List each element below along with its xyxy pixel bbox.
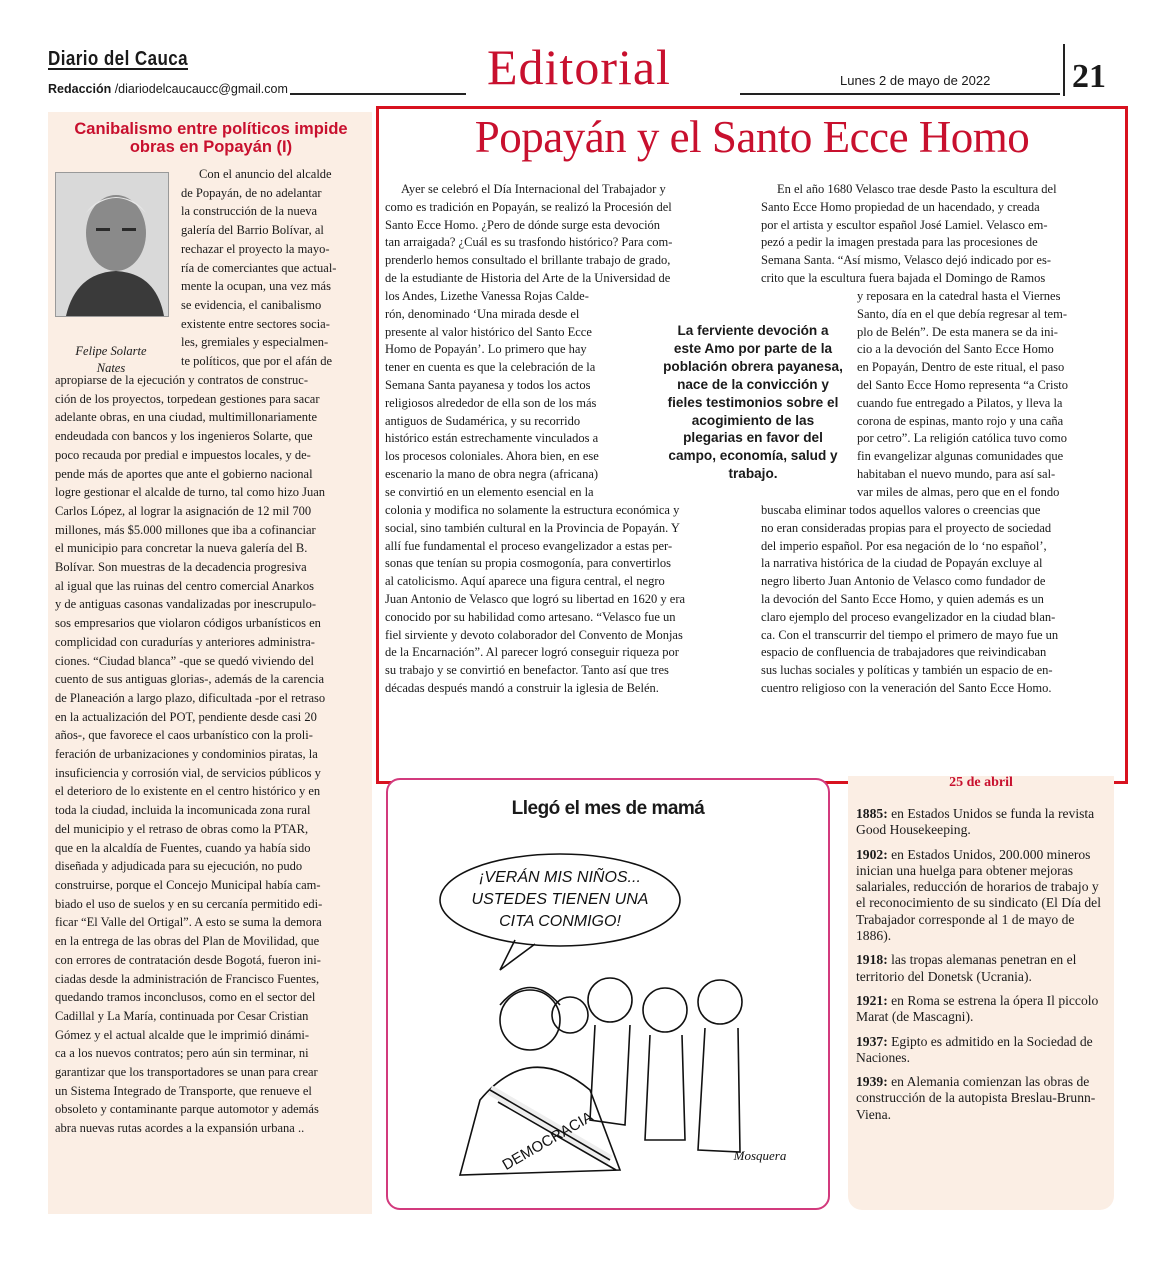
text-line: el municipio para concretar la nueva galería del B. — [55, 541, 308, 556]
history-entry — [856, 1034, 1108, 1067]
text-line: feración de urbanizaciones y condominios piratas, la — [55, 747, 318, 762]
text-line: diseñada y adjudicada para su ejecución, no pudo — [55, 859, 303, 874]
text-line: al catolicismo. Aquí aparece una figura central, el negro — [385, 574, 665, 589]
text-line: ción de los proyectos, torpedean gestiones para sacar — [55, 391, 320, 406]
text-line: Cadillal y La María, continuada por Cesar Cristian — [55, 1008, 309, 1023]
issue-date: Lunes 2 de mayo de 2022 — [840, 73, 991, 88]
text-line: y reposara en la catedral hasta el Viernes — [857, 289, 1061, 303]
editorial-col2-narrow — [857, 288, 1117, 502]
text-line: en Popayán, Dentro de este ritual, el paso — [857, 360, 1065, 375]
history-entry-year: 1921: — [856, 992, 888, 1008]
page-number: 21 — [1072, 58, 1106, 95]
text-line: mente la ocupan, una vez más — [181, 279, 331, 294]
page-number-divider — [1063, 44, 1065, 96]
text-line: sos empresarios que violaron códigos urbanísticos en — [55, 616, 321, 631]
text-line: y de antiguas casonas vandalizadas por inescrupulo- — [55, 597, 317, 612]
text-line: cio a la devoción del Santo Ecce Homo — [857, 342, 1054, 357]
header-rule-left — [290, 93, 466, 95]
text-line: adelante obras, en una ciudad, multimillonariamente — [55, 410, 318, 425]
editorial-col2-top — [761, 181, 1117, 288]
text-line: cuando fue entregado a Pilatos, y lleva la — [857, 395, 1063, 410]
editorial-col1-top — [385, 181, 742, 288]
mother-head — [500, 990, 560, 1050]
text-line: la devoción del Santo Ecce Homo, y quien además es un — [761, 591, 1044, 606]
text-line: pende más de aportes que ante el gobierno nacional — [55, 466, 313, 481]
child-head-1 — [588, 978, 632, 1022]
text-line: te políticos, que por el afán de — [181, 354, 332, 369]
text-line: social, sino también cultural en la Provincia de Popayán. Y — [385, 520, 680, 535]
text-line: biado el uso de suelos y en su cercanía permitido edi- — [55, 896, 323, 911]
text-line: en la entrega de las obras del Plan de Movilidad, que — [55, 934, 320, 949]
text-line: insuficiencia y corrosión vial, de servicios públicos y — [55, 765, 321, 780]
text-line: negro liberto Juan Antonio de Velasco como fundador de — [761, 574, 1046, 589]
bubble-line-3: CITA CONMIGO! — [499, 913, 621, 930]
text-line: Santo, día en el que debía regresar al tem- — [857, 306, 1067, 321]
cartoon-illustration — [420, 840, 800, 1200]
text-line: un Sistema Integrado de Transporte, que renueve el — [55, 1083, 312, 1098]
cartoon-title: Llegó el mes de mamá — [511, 798, 705, 819]
text-line: se convirtió en un elemento esencial en la — [385, 484, 594, 499]
text-line: del imperio español. Por esa negación de lo ‘no español’, — [761, 538, 1047, 553]
text-line: de Planeación a largo plazo, dificultada -por el retraso — [55, 690, 326, 705]
text-line: allí fue fundamental el proceso evangelizador a estas per- — [385, 538, 673, 553]
author-photo — [55, 172, 169, 317]
text-line: complicidad con curadurías y anteriores administra- — [55, 634, 315, 649]
editorial-headline: Popayán y el Santo Ecce Homo — [474, 112, 1030, 162]
cartoonist-signature: Mosquera — [733, 1148, 787, 1163]
text-line: la narrativa histórica de la ciudad de Popayán excluye al — [761, 556, 1043, 571]
text-line: ca a los nuevos contratos; pero aún sin terminar, ni — [55, 1046, 309, 1061]
text-line: espacio de confluencia de trabajadores que reivindicaban — [761, 645, 1047, 660]
text-line: prenderlo hemos consultado el brillante trabajo de grado, — [385, 253, 671, 268]
text-line: Juan Antonio de Velasco que logró su libertad en 1620 y era — [385, 591, 686, 606]
text-line: presente al valor histórico del Santo Ecce — [385, 324, 592, 339]
history-entry-text: en Alemania comienzan las obras de construcción de la autopista Breslau-Brunn-Viena. — [856, 1074, 1096, 1122]
text-line: décadas después mandó a construir la iglesia de Belén. — [385, 680, 659, 695]
text-line: galería del Barrio Bolívar, al — [181, 223, 324, 238]
text-line: crito que la escultura fuera bajada el Domingo de Ramos — [761, 270, 1046, 285]
text-line: años-, que favorece el caos urbanístico con la proli- — [55, 728, 313, 743]
history-entry-year: 1902: — [856, 846, 888, 862]
text-line: ciadas desde la administración de Francisco Fuentes, — [55, 971, 320, 986]
text-line: corona de espinas, manto rojo y una caña — [857, 413, 1064, 428]
text-line: antiguos de Sudamérica, y su recorrido — [385, 413, 581, 428]
text-line: escenario la mano de obra negra (africana) — [385, 466, 599, 481]
text-line: existente entre sectores socia- — [181, 316, 330, 331]
text-line: En el año 1680 Velasco trae desde Pasto la escultura del — [777, 182, 1057, 196]
text-line: quedando tramos inconclusos, como en el sector del — [55, 990, 316, 1005]
text-line: con errores de contratación desde Bogotá, fueron ini- — [55, 952, 321, 967]
text-line: Con el anuncio del alcalde — [199, 167, 332, 181]
history-entry-text: las tropas alemanas penetran en el territorio del Donetsk (Ucrania). — [856, 952, 1077, 984]
text-line: sus luchas sociales y políticas y también un espacio de en- — [761, 663, 1053, 678]
history-entries — [856, 806, 1108, 1131]
text-line: abra nuevas rutas acordes a la expansión urbana .. — [55, 1121, 305, 1136]
text-line: var miles de almas, pero que en el fondo — [857, 484, 1060, 499]
text-line: al igual que las ruinas del centro comercial Anarkos — [55, 578, 314, 593]
text-line: no eran consideradas propias para el proyecto de sociedad — [761, 520, 1052, 535]
child-head-2 — [643, 988, 687, 1032]
text-line: ca. Con el transcurrir del tiempo el primero de mayo fue un — [761, 627, 1059, 642]
text-line: como es tradición en Popayán, se realizó la Procesión del — [385, 199, 672, 214]
bubble-line-2: USTEDES TIENEN UNA — [471, 891, 649, 908]
history-entry-text: en Roma se estrena la ópera Il piccolo Marat (de Mascagni). — [856, 992, 1099, 1025]
text-line: ficar “El Valle del Ortigal”. A esto se suma la demora — [55, 915, 322, 930]
history-entry-text: en Estados Unidos se funda la revista Good Housekeeping. — [856, 806, 1095, 838]
editorial-col1-narrow — [385, 288, 654, 502]
history-heading: 25 de abril — [949, 776, 1013, 790]
editorial-col1-bottom — [385, 502, 742, 698]
text-line: ría de comerciantes que actual- — [181, 260, 337, 275]
history-entry-text: en Estados Unidos, 200.000 mineros inician una huelga para obtener mejoras salariales, reducción de horarios de trabajo y el reconocimiento de su sindicato (El Día del Trabajador corresponde al 1 de mayo de 1886). — [856, 846, 1101, 944]
text-line: les, gremiales y especialmen- — [181, 335, 329, 350]
text-line: su trabajo y se convirtió en benefactor. Tanto así que tres — [385, 663, 669, 678]
text-line: histórico están estrechamente vinculados a — [385, 431, 599, 446]
text-line: Homo de Popayán’. Lo primero que hay — [385, 342, 587, 357]
text-line: Bolívar. Son muestras de la decadencia progresiva — [55, 560, 307, 575]
history-entry — [856, 993, 1108, 1026]
text-line: obsoleto y contaminante parque automotor y además — [55, 1102, 319, 1117]
text-line: habitaban el nuevo mundo, para así sal- — [857, 466, 1056, 481]
child-head-3 — [698, 980, 742, 1024]
history-entry — [856, 806, 1108, 839]
text-line: de la estudiante de Historia del Arte de la Universidad de — [385, 270, 671, 285]
text-line: los procesos coloniales. Ahora bien, en ese — [385, 449, 599, 464]
newspaper-brand: Diario del Cauca — [48, 48, 189, 70]
editorial-col2-bottom — [761, 502, 1117, 698]
redaccion-email: /diariodelcaucaucc@gmail.com — [111, 82, 288, 96]
text-line: los Andes, Lizethe Vanessa Rojas Calde- — [385, 289, 589, 303]
text-line: plo de Belén”. De esta manera se da ini- — [857, 324, 1058, 339]
text-line: claro ejemplo del proceso evangelizador en la ciudad blan- — [761, 609, 1056, 624]
text-line: Semana Santa payanesa y todos los actos — [385, 377, 591, 392]
bubble-line-1: ¡VERÁN MIS NIÑOS... — [479, 869, 641, 886]
text-line: rón, denominado ‘Una mirada desde el — [385, 306, 580, 321]
text-line: cuentro religioso con la veneración del Santo Ecce Homo. — [761, 680, 1052, 695]
text-line: sonas que tenían su propia cosmogonía, para convertirlos — [385, 556, 672, 571]
pull-quote: La ferviente devoción a este Amo por parte de la población obrera payanesa, nace de la convicción y fieles testimonios sobre el acogimiento de las plegarias en favor del campo, economía, salud y trabajo. — [663, 323, 843, 482]
text-line: por el artista y escultor español José Lamiel. Velasco em- — [761, 217, 1048, 232]
text-line: pezó a pedir la imagen prestada para las procesiones de — [761, 235, 1038, 250]
text-line: apropiarse de la ejecución y contratos de construc- — [55, 373, 309, 387]
text-line: la construcción de la nueva — [181, 204, 318, 219]
text-line: Santo Ecce Homo propiedad de un hacendado, y creada — [761, 199, 1040, 214]
text-line: rechazar el proyecto la mayo- — [181, 241, 330, 256]
history-entry-year: 1885: — [856, 806, 888, 821]
democracia-sash-text: DEMOCRACIA — [499, 1108, 597, 1174]
header-rule-right — [740, 93, 1060, 95]
text-line: ciones. “Ciudad blanca” -que se quedó viviendo del — [55, 653, 314, 668]
text-line: en la actualización del POT, pendiente desde casi 20 — [55, 709, 317, 724]
text-line: religiosos alrededor de ella son de los más — [385, 395, 597, 410]
author-name-line1: Felipe Solarte — [75, 344, 147, 358]
text-line: buscaba eliminar todos aquellos valores o creencias que — [761, 503, 1041, 517]
text-line: conocido por su habilidad como artesano. “Velasco fue un — [385, 609, 676, 624]
text-line: de Popayán, de no adelantar — [181, 185, 322, 200]
text-line: fiel sirviente y devoto colaborador del Convento de Monjas — [385, 627, 683, 642]
text-line: que en la alcaldía de Fuentes, cuando ya había sido — [55, 840, 311, 855]
text-line: construirse, porque el Concejo Municipal había cam- — [55, 877, 321, 892]
text-line: millones, más $5.000 millones que iba a cofinanciar — [55, 522, 316, 537]
redaccion-label: Redacción — [48, 82, 112, 96]
text-line: se evidencia, el canibalismo — [181, 297, 322, 312]
section-title: Editorial — [487, 39, 671, 95]
text-line: Ayer se celebró el Día Internacional del Trabajador y — [401, 182, 666, 196]
text-line: cuento de sus antiguas glorias-, además de la carencia — [55, 672, 324, 687]
history-entry — [856, 847, 1108, 945]
text-line: logre gestionar el alcalde de turno, tal como hizo Juan — [55, 485, 326, 500]
text-line: toda la ciudad, incluida la incomunicada zona rural — [55, 803, 311, 818]
text-line: Santo Ecce Homo. ¿Pero de dónde surge esta devoción — [385, 217, 661, 232]
history-entry — [856, 1074, 1108, 1123]
history-entry — [856, 952, 1108, 985]
text-line: colonia y modifica no solamente la estructura económica y — [385, 503, 680, 517]
history-entry-year: 1918: — [856, 952, 888, 968]
text-line: poco recauda por predial e impuestos locales, y de- — [55, 447, 311, 462]
text-line: Carlos López, al lograr la asignación de 12 mil 700 — [55, 503, 312, 518]
text-line: endeudada con bancos y los ingenieros Solarte, que — [55, 429, 313, 444]
text-line: del Santo Ecce Homo representa “a Cristo — [857, 377, 1069, 392]
child-head-4 — [552, 997, 588, 1033]
text-line: fin evangelizar algunas comunidades que — [857, 449, 1064, 464]
text-line: Gómez y el actual alcalde que le imprimió dinámi- — [55, 1027, 310, 1042]
text-line: Semana Santa. “Así mismo, Velasco dejó indicado por es- — [761, 253, 1051, 268]
opinion-column-title: Canibalismo entre políticos impide obras en Popayán (I) — [74, 120, 348, 157]
opinion-text-narrow — [181, 165, 364, 371]
text-line: tener en cuenta es que la celebración de la — [385, 360, 596, 375]
text-line: de la Encarnación”. Al parecer logró conseguir riqueza por — [385, 645, 679, 660]
history-entry-text: Egipto es admitido en la Sociedad de Naciones. — [856, 1033, 1093, 1065]
text-line: por cetro”. La religión católica tuvo como — [857, 431, 1067, 446]
history-entry-year: 1937: — [856, 1033, 888, 1049]
text-line: el deterioro de lo existente en el centro histórico y en — [55, 784, 321, 799]
text-line: garantizar que los transportadores se unan para crear — [55, 1065, 318, 1080]
text-line: tan arraigada? ¿Cuál es su trasfondo histórico? Para com- — [385, 235, 673, 250]
redaccion-line — [48, 82, 288, 96]
author-name-line2: Nates — [96, 360, 126, 375]
history-entry-year: 1939: — [856, 1074, 888, 1090]
text-line: del municipio y el retraso de obras como la PTAR, — [55, 821, 309, 836]
opinion-text-wide — [55, 371, 364, 1138]
author-portrait-image — [56, 173, 168, 316]
